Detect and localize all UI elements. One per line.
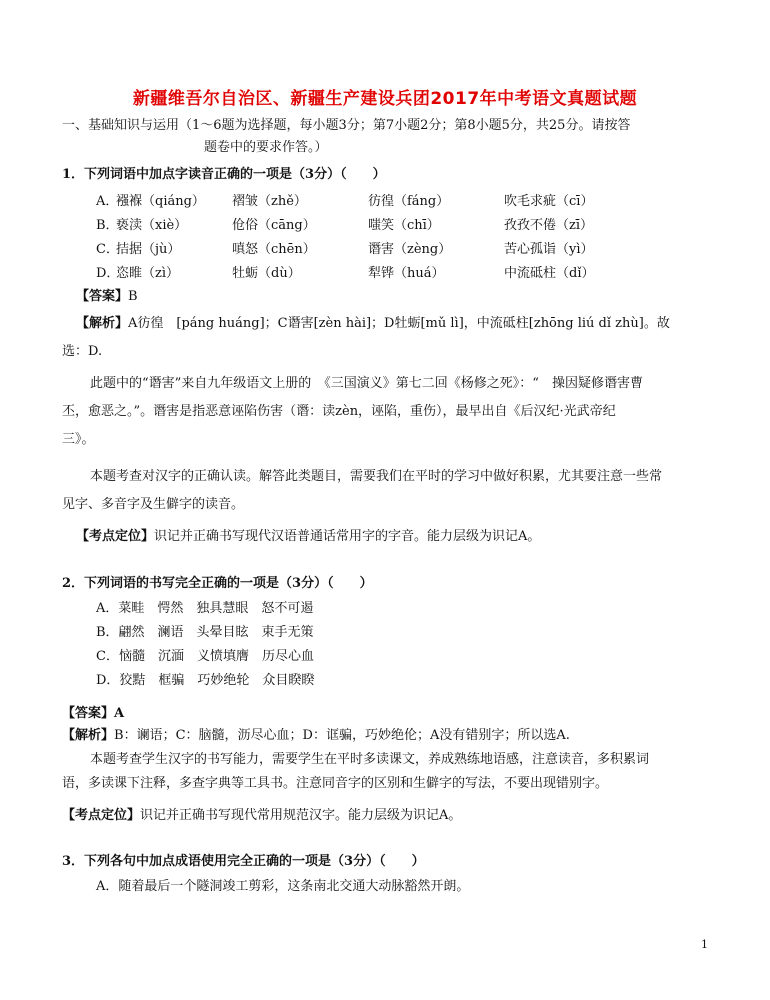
exam-point-tag: 【考点定位】: [62, 808, 141, 823]
answer-tag: 【答案】: [76, 289, 129, 304]
option-label: B．: [96, 218, 119, 233]
option-item: 拮据（jù）: [116, 242, 181, 257]
option-item: 亵渎（xiè）: [116, 218, 188, 233]
option-item: 襁褓（qiáng）: [116, 194, 205, 209]
q1-analysis-line1: [76, 314, 670, 334]
option-item: 褶皱（zhě）: [232, 194, 307, 209]
q2-answer: [62, 704, 124, 724]
exam-point-tag: 【考点定位】: [76, 529, 155, 544]
q1-para1-line2: 丕，愈恶之。”。谮害是指恶意诬陷伤害（谮：读zèn，诬陷，重伤），最早出自《后汉纪·光武帝纪: [62, 404, 616, 419]
option-item: 苦心孤诣（yì）: [504, 242, 594, 257]
q1-para2-line2: 见字、多音字及生僻字的读音。: [62, 497, 245, 512]
answer-value: B: [128, 289, 138, 304]
q1-para1-line1: 此题中的“谮害”来自九年级语文上册的 《三国演义》第七二回《杨修之死》：“ 操因疑修谮害曹: [90, 376, 643, 391]
q3-option-a: A．随着最后一个隧洞竣工剪彩，这条南北交通大动脉豁然开朗。: [96, 879, 470, 894]
q1-para2-line1: 本题考查对汉字的正确认读。解答此类题目，需要我们在平时的学习中做好积累，尤其要注意一些常: [90, 469, 663, 484]
option-item: 嗤笑（chī）: [368, 218, 440, 233]
page-number: 1: [701, 938, 708, 951]
exam-point-text: 识记并正确书写现代常用规范汉字。能力层级为识记A。: [140, 808, 462, 823]
option-label: A．: [96, 194, 119, 209]
answer-tag: 【答案】: [62, 706, 115, 721]
q2-analysis: [62, 726, 570, 746]
option-item: 中流砥柱（dǐ）: [504, 266, 595, 281]
option-item: 孜孜不倦（zī）: [504, 218, 594, 233]
q1-analysis-line2: 选：D.: [62, 344, 103, 359]
q2-stem: 2．下列词语的书写完全正确的一项是（3分）（ ）: [62, 576, 373, 591]
q2-option-c: C．恼髓 沉湎 义愤填膺 历尽心血: [96, 649, 314, 664]
q2-para-line1: 本题考查学生汉字的书写能力，需要学生在平时多读课文，养成熟练地语感，注意读音，多积累词: [90, 752, 650, 767]
q2-option-d: D．狡黠 框骗 巧妙绝轮 众目睽睽: [96, 673, 315, 688]
option-item: 吹毛求疵（cī）: [504, 194, 594, 209]
option-item: 牡蛎（dù）: [232, 266, 301, 281]
option-item: 恣睢（zì）: [116, 266, 180, 281]
section-heading-line2: 题卷中的要求作答。）: [204, 140, 328, 155]
option-label: C．: [96, 242, 119, 257]
q2-para-line2: 语，多读课下注释，多查字典等工具书。注意同音字的区别和生僻字的写法，不要出现错别字。: [62, 776, 609, 791]
analysis-tag: 【解析】: [76, 316, 129, 331]
q1-para1-line3: 三》。: [62, 432, 95, 447]
q1-answer: [76, 287, 138, 307]
q2-exam-point: [62, 806, 461, 826]
q1-exam-point: [76, 527, 540, 547]
q1-stem: 1．下列词语中加点字读音正确的一项是（3分）（ ）: [62, 167, 386, 182]
option-item: 谮害（zèng）: [368, 242, 452, 257]
q2-option-b: B．翩然 澜语 头晕目眩 束手无策: [96, 625, 314, 640]
exam-point-text: 识记并正确书写现代汉语普通话常用字的字音。能力层级为识记A。: [154, 529, 541, 544]
q3-stem: 3．下列各句中加点成语使用完全正确的一项是（3分）（ ）: [62, 854, 425, 869]
q2-option-a: A．菜畦 愕然 独具慧眼 怒不可遏: [96, 601, 314, 616]
option-item: 彷徨（fáng）: [368, 194, 450, 209]
analysis-text: A彷徨 [páng huáng]；C谮害[zèn hài]；D牡蛎[mǔ lì]，中流砥柱[zhōng liú dǐ zhù]。故: [128, 316, 670, 331]
answer-value: A: [114, 706, 125, 721]
option-item: 伧俗（cāng）: [232, 218, 316, 233]
analysis-tag: 【解析】: [62, 728, 115, 743]
option-item: 犁铧（huá）: [368, 266, 445, 281]
exam-title: 新疆维吾尔自治区、新疆生产建设兵团2017年中考语文真题试题: [132, 89, 638, 109]
option-item: 嗔怒（chēn）: [232, 242, 316, 257]
section-heading-line1: 一、基础知识与运用（1～6题为选择题，每小题3分；第7小题2分；第8小题5分，共25分。请按答: [62, 118, 631, 133]
option-label: D．: [96, 266, 120, 281]
analysis-text: B：谰语；C：脑髓，沥尽心血；D：诓骗，巧妙绝伦；A没有错别字；所以选A.: [114, 728, 570, 743]
